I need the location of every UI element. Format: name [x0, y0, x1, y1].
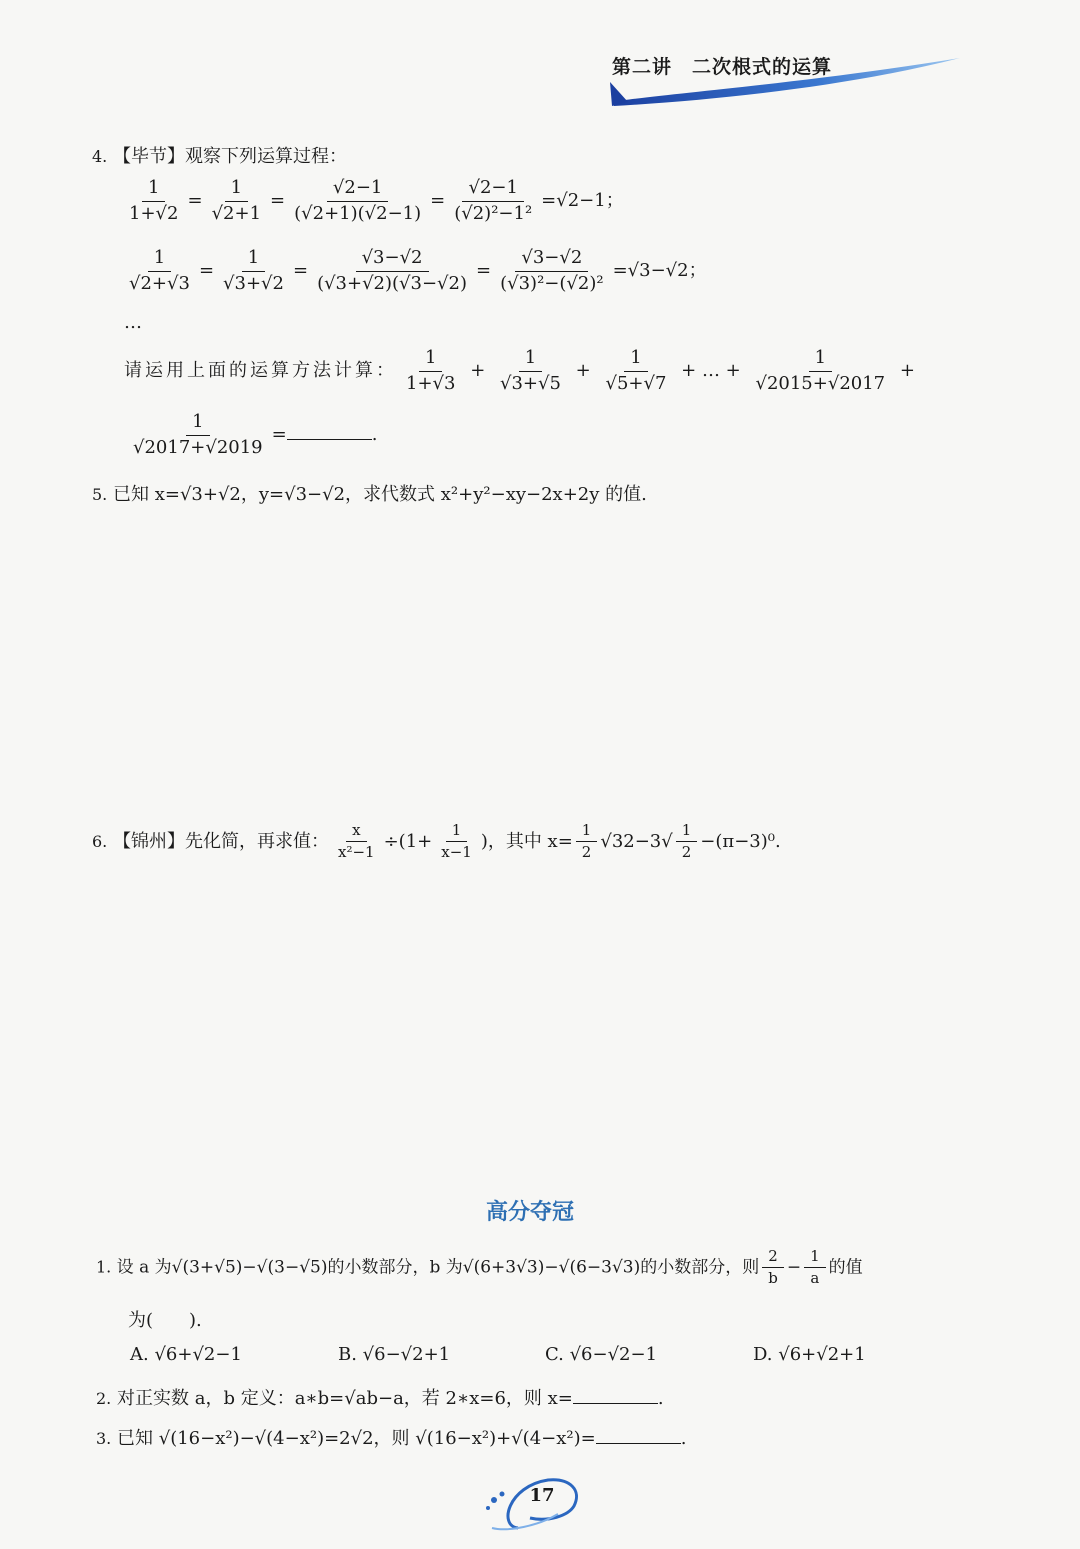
h3-end: . [680, 1428, 687, 1449]
frac-den: √2017+√2019 [133, 436, 263, 458]
frac-den: 1+√3 [406, 372, 456, 394]
frac-num: 1 [676, 822, 698, 842]
frac-den: √3+√5 [500, 372, 561, 394]
frac-num: √2−1 [462, 178, 523, 202]
page-number: 17 [529, 1485, 555, 1506]
frac-den: x²−1 [338, 843, 375, 862]
frac-num: 2 [762, 1248, 784, 1268]
frac-den: √5+√7 [605, 372, 667, 394]
frac-den: (√3+√2)(√3−√2) [317, 272, 468, 294]
frac-num: 1 [809, 348, 832, 372]
h3-text: 已知 √(16−x²)−√(4−x²)=2√2，则 √(16−x²)+√(4−x²)= [117, 1428, 596, 1449]
q4-equals: = [271, 424, 287, 446]
h1-number: 1. [96, 1257, 112, 1277]
h2-number: 2. [96, 1389, 112, 1408]
q6-part-b: ÷(1+ [383, 830, 433, 852]
line2-result: =√3−√2； [612, 260, 707, 282]
frac-den: 1+√2 [129, 202, 179, 224]
answer-blank[interactable] [287, 425, 372, 440]
h2-end: . [657, 1388, 664, 1409]
frac-den: x−1 [441, 843, 472, 862]
h1-line2: 为( ). [128, 1310, 202, 1331]
h3 [96, 1424, 686, 1450]
frac-num: √3−√2 [515, 248, 588, 272]
frac-den: √2+√3 [129, 272, 190, 294]
frac-num: √3−√2 [356, 248, 429, 272]
q6-intro: 【锦州】先化简，再求值： [113, 830, 329, 852]
h3-number: 3. [96, 1429, 112, 1448]
frac-num: 1 [142, 178, 165, 202]
section-title: 高分夺冠 [485, 1200, 574, 1225]
frac-num: x [346, 822, 366, 842]
frac-den: 2 [581, 843, 592, 862]
sum-dots: + … + [681, 360, 741, 382]
q4-ellipsis: … [124, 312, 142, 333]
answer-blank[interactable] [596, 1429, 681, 1444]
frac-den: a [810, 1269, 820, 1288]
q4-intro-text: 【毕节】观察下列运算过程： [113, 146, 347, 167]
q4-number: 4. [92, 147, 108, 166]
h1-text: 设 a 为√(3+√5)−√(3−√5)的小数部分，b 为√(6+3√3)−√(6−3√3)的小数部分，则 [116, 1257, 760, 1278]
frac-num: 1 [225, 178, 248, 202]
q5-text: 已知 x=√3+√2，y=√3−√2，求代数式 x²+y²−xy−2x+2y 的值. [113, 484, 647, 505]
q4-line1: $\frac{1}{1+√2}$ = $\frac{1}{√2+1}$ = $\frac{√2-1}{(√2+1)(√2-1)}$ = $\frac{√2-1}{\text{(√2)²−1²}}$ =√2−1； [120, 178, 624, 224]
frac-den: √3+√2 [223, 272, 284, 294]
answer-blank[interactable] [573, 1389, 658, 1404]
q4-line2: $\frac{1}{√2+√3}$ = $\frac{1}{√3+√2}$ = $\frac{√3-√2}{(√3+√2)(√3-√2)}$ = $\frac{√3-√2}{\text{(√3)²−(√2)²}}$ =√3−√2； [120, 248, 707, 294]
q6-part-e: −(π−3)⁰. [700, 830, 781, 852]
h1-tail: 的值 [828, 1257, 863, 1278]
h1-option-d[interactable]: D. √6+√2+1 [753, 1344, 866, 1365]
h1-option-b[interactable]: B. √6−√2+1 [338, 1344, 451, 1365]
line1-result: =√2−1； [541, 190, 624, 212]
frac-num: 1 [576, 822, 598, 842]
h1-option-a[interactable]: A. √6+√2−1 [130, 1344, 242, 1365]
h1 [96, 1248, 863, 1288]
frac-num: 1 [419, 348, 442, 372]
frac-num: 1 [148, 248, 171, 272]
q4-sum-line2: $\frac{1}{√2017+√2019}$ = . [124, 412, 377, 458]
frac-num: 1 [186, 412, 209, 436]
frac-num: 1 [624, 348, 647, 372]
q4-sum-line: 请运用上面的运算方法计算： $\frac{1}{1+√3}$ + $\frac{1}{√3+√5}$ + $\frac{1}{√5+√7}$ + … + $\frac{1}{√2015+√2017}$ + [124, 347, 915, 394]
frac-den: b [768, 1269, 778, 1288]
frac-num: 1 [519, 348, 542, 372]
frac-num: 1 [446, 822, 468, 842]
frac-den: (√2)²−1² [454, 202, 533, 224]
h1-minus: − [786, 1257, 802, 1278]
frac-den: (√3)²−(√2)² [500, 272, 604, 294]
q5 [92, 480, 647, 506]
h2 [96, 1384, 664, 1410]
frac-num: √2−1 [327, 178, 388, 202]
frac-den: (√2+1)(√2−1) [294, 202, 422, 224]
h2-text: 对正实数 a，b 定义：a∗b=√ab−a，若 2∗x=6，则 x= [117, 1388, 573, 1409]
h1-option-c[interactable]: C. √6−√2−1 [545, 1344, 658, 1365]
chapter-title: 第二讲 二次根式的运算 [612, 56, 833, 78]
q4-intro [92, 142, 347, 168]
q6 [92, 822, 781, 862]
frac-num: 1 [804, 1248, 826, 1268]
q6-part-c: )，其中 x= [480, 830, 573, 852]
q6-number: 6. [92, 831, 108, 851]
q5-number: 5. [92, 485, 108, 504]
frac-den: √2+1 [211, 202, 262, 224]
frac-den: 2 [681, 843, 692, 862]
q6-part-d: √32−3√ [600, 830, 673, 852]
frac-den: √2015+√2017 [755, 372, 886, 394]
q4-task: 请运用上面的运算方法计算： [124, 360, 397, 382]
frac-num: 1 [242, 248, 265, 272]
